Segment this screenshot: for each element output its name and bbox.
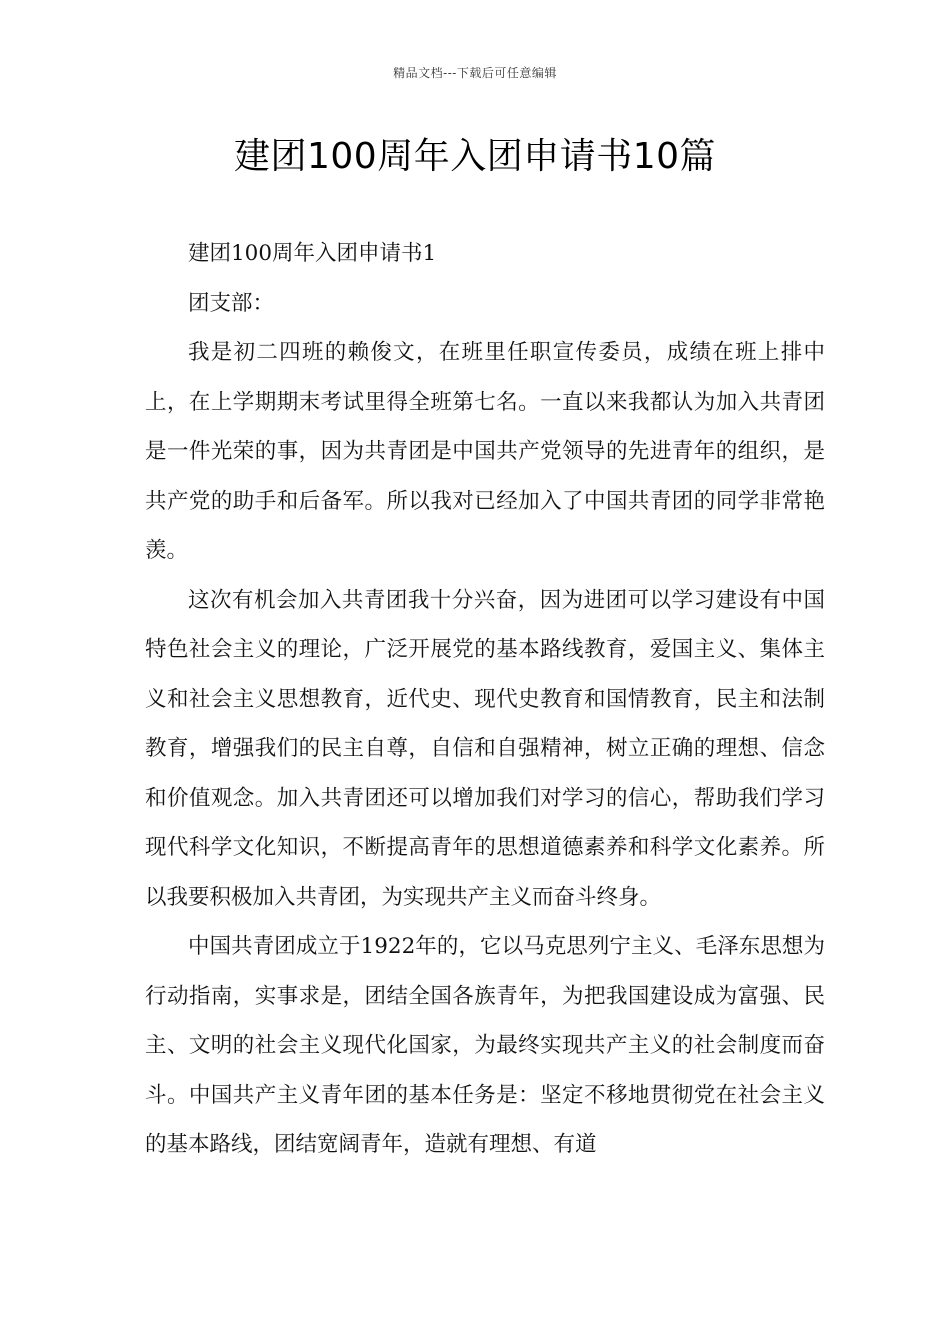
paragraph-2: 这次有机会加入共青团我十分兴奋，因为进团可以学习建设有中国特色社会主义的理论，广泛开展党的基本路线教育，爱国主义、集体主义和社会主义思想教育，近代史、现代史教育和国情教育，民主和法制教育，增强我们的民主自尊，自信和自强精神，树立正确的理想、信念和价值观念。加入共青团还可以增加我们对学习的信心，帮助我们学习现代科学文化知识，不断提高青年的思想道德素养和科学文化素养。所以我要积极加入共青团，为实现共产主义而奋斗终身。 (145, 587, 825, 910)
paragraph-3: 中国共青团成立于1922年的，它以马克思列宁主义、毛泽东思想为行动指南，实事求是，团结全国各族青年，为把我国建设成为富强、民主、文明的社会主义现代化国家，为最终实现共产主义的社会制度而奋斗。中国共产主义青年团的基本任务是：坚定不移地贯彻党在社会主义的基本路线，团结宽阔青年，造就有理想、有道 (145, 934, 825, 1157)
section-subheading: 建团100周年入团申请书1 (188, 241, 437, 266)
paragraph-1: 我是初二四班的赖俊文，在班里任职宣传委员，成绩在班上排中上，在上学期期末考试里得全班第七名。一直以来我都认为加入共青团是一件光荣的事，因为共青团是中国共产党领导的先进青年的组织，是共产党的助手和后备军。所以我对已经加入了中国共青团的同学非常艳羡。 (145, 340, 825, 563)
salutation: 团支部： (188, 290, 275, 316)
document-body (145, 229, 825, 1170)
header-note: 精品文档---下载后可任意编辑 (393, 66, 557, 80)
document-title: 建团100周年入团申请书10篇 (233, 136, 717, 177)
